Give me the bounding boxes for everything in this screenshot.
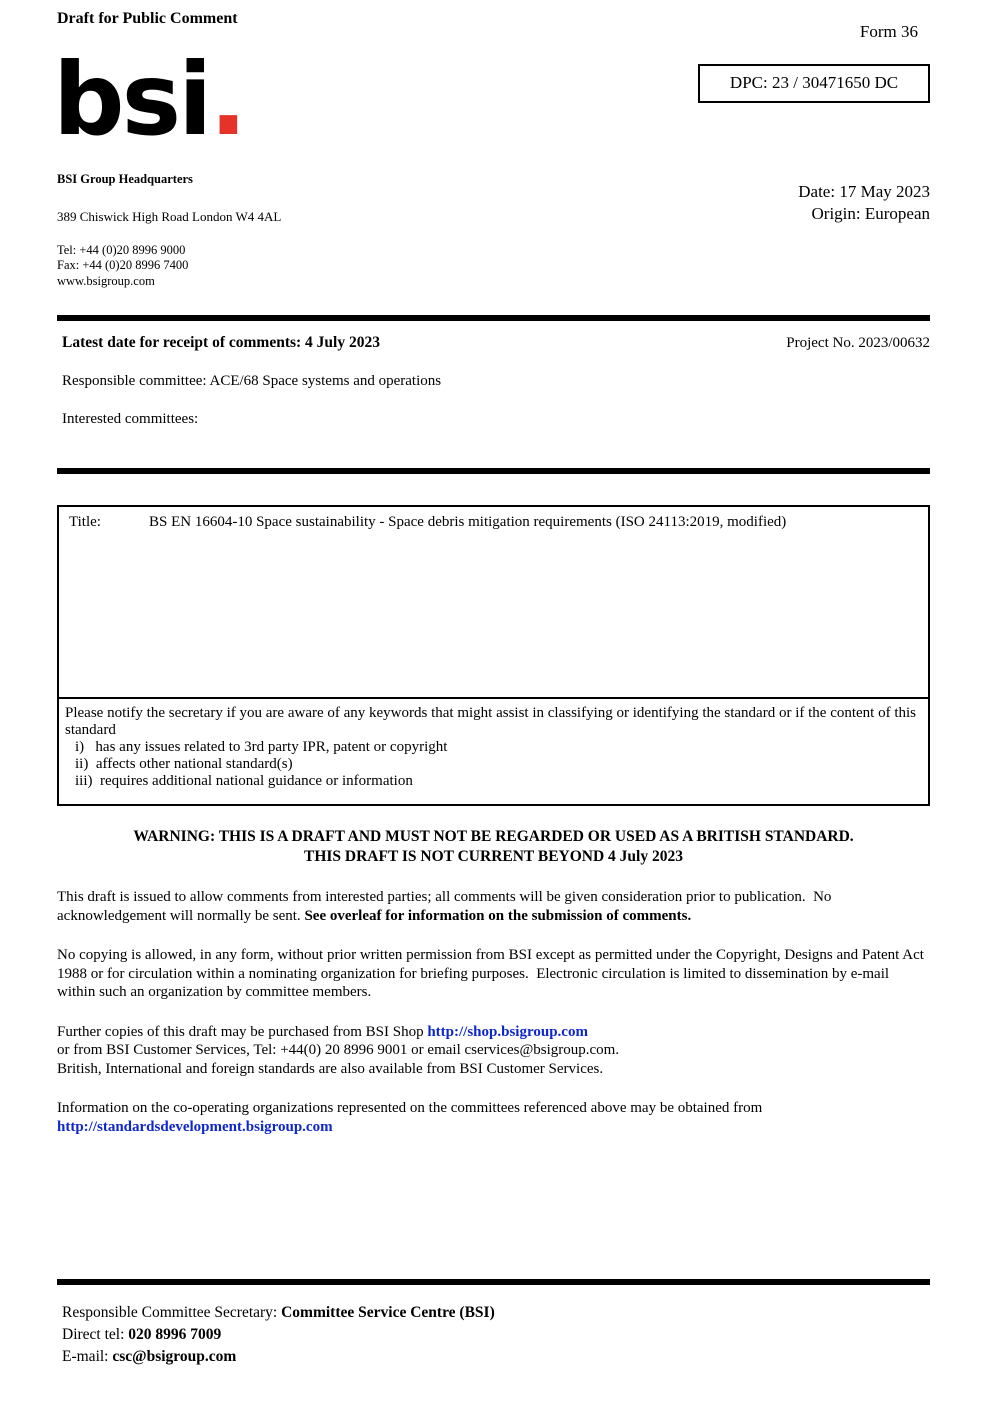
title-text: BS EN 16604-10 Space sustainability - Space debris mitigation requirements (ISO 24113:2019, modified) (149, 514, 787, 530)
direct-tel-label: Direct tel: (62, 1326, 129, 1343)
paragraph-copying-policy (57, 946, 930, 1002)
purchase-info-text: Further copies of this draft may be purchased from BSI Shop (57, 1023, 428, 1040)
paragraph-cooperating-orgs (57, 1099, 930, 1136)
date-origin-block (798, 181, 930, 225)
email-label: E-mail: (62, 1348, 113, 1365)
latest-comments-date: Latest date for receipt of comments: 4 July 2023 (62, 334, 380, 351)
header-row (57, 8, 930, 42)
bsi-logo (53, 41, 477, 158)
cooperating-orgs-text: Information on the co-operating organizations represented on the committees referenced above may be obtained from (57, 1100, 767, 1116)
footer-secretary-line (62, 1302, 930, 1324)
date-line: Date: 17 May 2023 (798, 182, 930, 201)
hq-fax: Fax: +44 (0)20 8996 7400 (57, 258, 189, 272)
standards-development-link[interactable]: http://standardsdevelopment.bsigroup.com (57, 1118, 333, 1135)
hq-phone-block (57, 243, 477, 273)
secretary-value: Committee Service Centre (BSI) (281, 1304, 495, 1321)
project-number: Project No. 2023/00632 (786, 335, 930, 351)
keywords-notify-box (57, 697, 930, 806)
draft-for-public-comment-label: Draft for Public Comment (57, 10, 238, 27)
keywords-intro: Please notify the secretary if you are aware of any keywords that might assist in classifying or identifying the standard or if the content of this standard (65, 705, 920, 738)
email-value: csc@bsigroup.com (112, 1348, 237, 1365)
comments-policy-bold: See overleaf for information on the submission of comments. (304, 907, 692, 924)
footer-email-line (62, 1346, 930, 1368)
copying-policy-text: No copying is allowed, in any form, without prior written permission from BSI except as permitted under the Copyright, Designs and Patent Act 1988 or for circulation within a nominating organization for briefing purposes. Electronic circulation is limited to dissemination by e-mail within such an organization by committee members. (57, 947, 928, 1000)
hq-website: www.bsigroup.com (57, 274, 155, 288)
paragraph-purchase-info (57, 1023, 930, 1079)
paragraph-comments-policy (57, 888, 930, 925)
direct-tel-value: 020 8996 7009 (128, 1326, 222, 1343)
divider-bar-middle (57, 468, 930, 474)
letterhead-band (53, 41, 930, 289)
comments-policy-text: This draft is issued to allow comments from interested parties; all comments will be given consideration prior to publication. No acknowledgement will normally be sent. (57, 889, 836, 924)
hq-tel: Tel: +44 (0)20 8996 9000 (57, 243, 186, 257)
divider-bar-bottom (57, 1279, 930, 1285)
footer-contact-block (57, 1302, 930, 1368)
bsi-logo-red-dot: . (209, 41, 245, 158)
interested-committees-line: Interested committees: (62, 411, 199, 427)
keyword-item-ipr: i) has any issues related to 3rd party IPR, patent or copyright (75, 739, 448, 755)
divider-bar-top (57, 315, 930, 321)
customer-services-text: or from BSI Customer Services, Tel: +44(0) 20 8996 9001 or email cservices@bsigroup.com. (57, 1042, 620, 1058)
footer-tel-line (62, 1324, 930, 1346)
hq-name: BSI Group Headquarters (57, 172, 193, 186)
origin-line: Origin: European (811, 204, 930, 223)
form-number-label: Form 36 (859, 22, 918, 41)
bsi-logo-text: bsi (53, 41, 210, 158)
warning-line-2: THIS DRAFT IS NOT CURRENT BEYOND 4 July 2023 (304, 848, 683, 865)
keyword-item-national-standards: ii) affects other national standard(s) (75, 756, 293, 772)
dpc-number-box: DPC: 23 / 30471650 DC (698, 64, 930, 103)
title-label: Title: (69, 514, 101, 530)
title-box (57, 505, 930, 699)
standards-availability-text: British, International and foreign standards are also available from BSI Customer Services. (57, 1060, 604, 1077)
comments-deadline-row (57, 334, 930, 352)
bsi-shop-link[interactable]: http://shop.bsigroup.com (427, 1023, 588, 1040)
letterhead-left-column (53, 41, 477, 289)
responsible-committee-line: Responsible committee: ACE/68 Space systems and operations (62, 373, 442, 389)
warning-line-1: WARNING: THIS IS A DRAFT AND MUST NOT BE REGARDED OR USED AS A BRITISH STANDARD. (133, 828, 854, 845)
keyword-item-guidance: iii) requires additional national guidance or information (75, 773, 413, 789)
letterhead-right-column (690, 48, 930, 289)
hq-address: 389 Chiswick High Road London W4 4AL (57, 209, 282, 224)
secretary-label: Responsible Committee Secretary: (62, 1304, 282, 1321)
draft-warning (57, 827, 930, 867)
